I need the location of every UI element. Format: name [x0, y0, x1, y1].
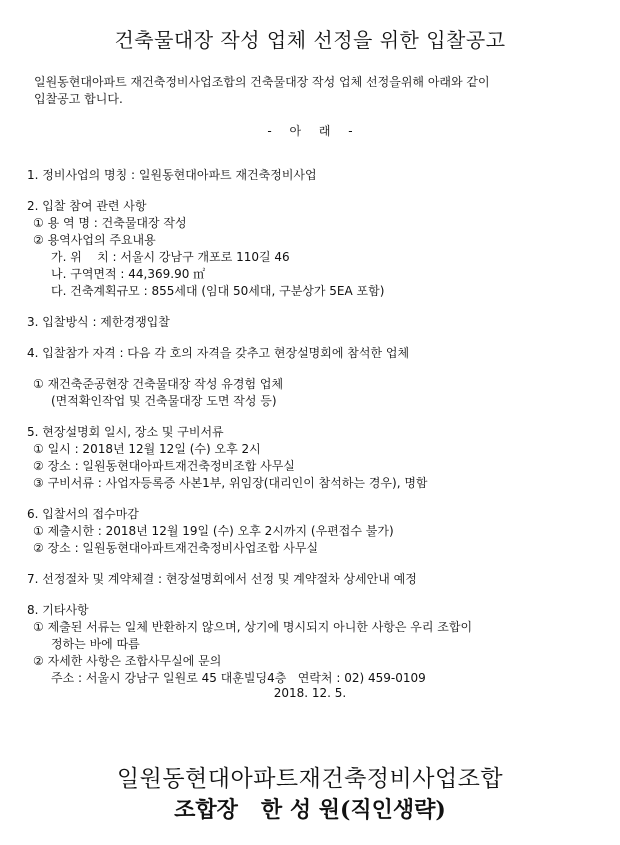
- section-6-item-2: ② 장소 : 일원동현대아파트재건축정비사업조합 사무실: [33, 541, 319, 555]
- section-7-selection: 7. 선정절차 및 계약체결 : 현장설명회에서 선정 및 계약절차 상세안내 예정: [27, 572, 417, 586]
- organization-name: 일원동현대아파트재건축정비사업조합: [116, 766, 504, 792]
- section-4-heading: 4. 입찰참가 자격 : 다음 각 호의 자격을 갖추고 현장설명회에 참석한 업체: [27, 346, 410, 360]
- section-8-heading: 8. 기타사항: [27, 603, 89, 617]
- section-5-item-3: ③ 구비서류 : 사업자등록증 사본1부, 위임장(대리인이 참석하는 경우), 명함: [33, 476, 428, 490]
- section-4-item-1: ① 재건축준공현장 건축물대장 작성 유경험 업체: [33, 377, 284, 391]
- section-2-item-2: ② 용역사업의 주요내용: [33, 233, 156, 247]
- section-2-item-2b: 나. 구역면적 : 44,369.90 ㎡: [51, 267, 206, 281]
- section-5-item-1: ① 일시 : 2018년 12월 12일 (수) 오후 2시: [33, 442, 261, 456]
- section-8-item-2: ② 자세한 사항은 조합사무실에 문의: [33, 654, 222, 668]
- section-2-item-1: ① 용 역 명 : 건축물대장 작성: [33, 216, 187, 230]
- section-2-item-2c: 다. 건축계획규모 : 855세대 (임대 50세대, 구분상가 5EA 포함): [51, 284, 385, 298]
- section-6-heading: 6. 입찰서의 접수마감: [27, 507, 139, 521]
- intro-line-1: 일원동현대아파트 재건축정비사업조합의 건축물대장 작성 업체 선정을위해 아래와 같이: [34, 75, 490, 89]
- notice-body: [27, 167, 602, 687]
- notice-date: 2018. 12. 5.: [273, 686, 347, 700]
- section-8-item-1: ① 제출된 서류는 일체 반환하지 않으며, 상기에 명시되지 아니한 사항은 우리 조합이: [33, 620, 473, 634]
- details-divider-label: - 아 래 -: [267, 124, 353, 138]
- section-3-bid-method: 3. 입찰방식 : 제한경쟁입찰: [27, 315, 170, 329]
- section-5-item-2: ② 장소 : 일원동현대아파트재건축정비조합 사무실: [33, 459, 295, 473]
- section-1-project-name: 1. 정비사업의 명칭 : 일원동현대아파트 재건축정비사업: [27, 168, 317, 182]
- section-6-item-1: ① 제출시한 : 2018년 12월 19일 (수) 오후 2시까지 (우편접수 불가): [33, 524, 394, 538]
- intro-paragraph: [34, 74, 594, 108]
- intro-line-2: 입찰공고 합니다.: [34, 92, 123, 106]
- section-4-item-1-note: (면적확인작업 및 건축물대장 도면 작성 등): [51, 394, 277, 408]
- section-2-heading: 2. 입찰 참여 관련 사항: [27, 199, 147, 213]
- section-2-item-2a: 가. 위 치 : 서울시 강남구 개포로 110길 46: [51, 250, 290, 264]
- page-title: 건축물대장 작성 업체 선정을 위한 입찰공고: [114, 28, 506, 52]
- section-5-heading: 5. 현장설명회 일시, 장소 및 구비서류: [27, 425, 224, 439]
- contact-address: 주소 : 서울시 강남구 일원로 45 대훈빌딩4층 연락처 : 02) 459-0109: [51, 671, 426, 685]
- chairman-signature: 조합장 한 성 원(직인생략): [174, 797, 446, 823]
- section-8-item-1-cont: 정하는 바에 따름: [51, 637, 140, 651]
